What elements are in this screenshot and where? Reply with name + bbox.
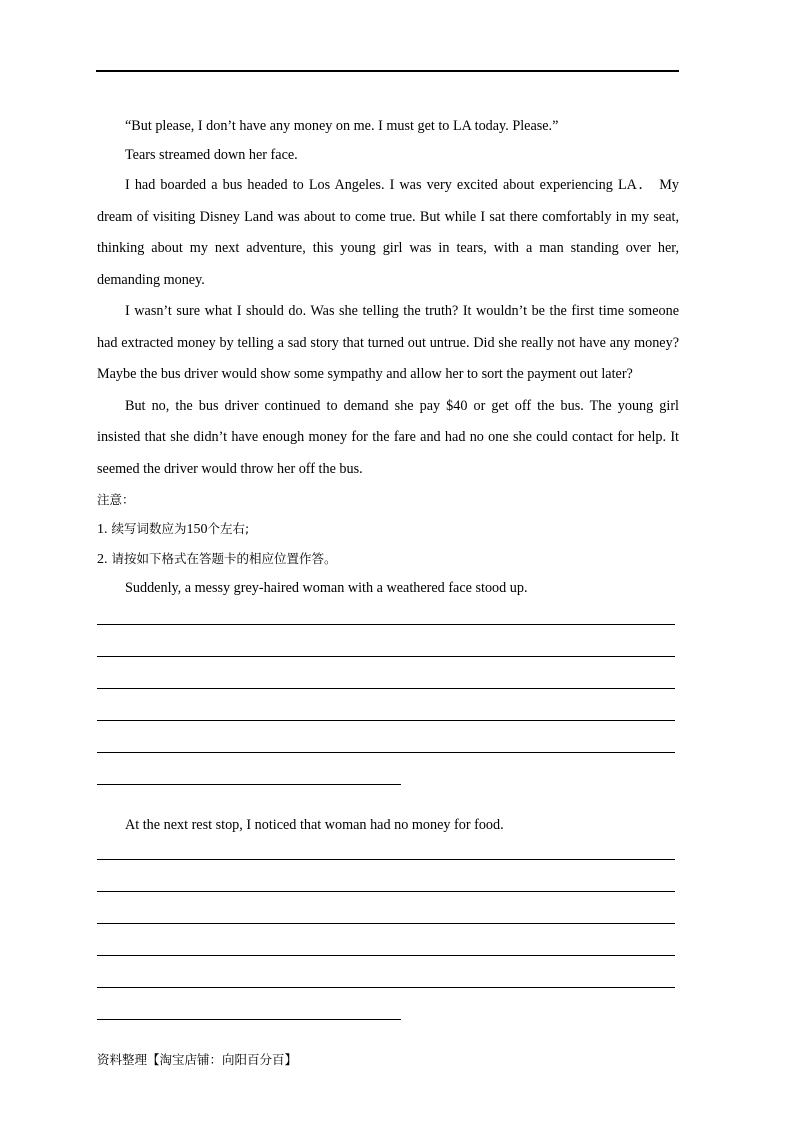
passage-paragraph-1: “But please, I don’t have any money on me. I must get to LA today. Please.” — [125, 118, 559, 134]
writing-line — [97, 656, 675, 657]
writing-line — [97, 624, 675, 625]
notes-item-1-post: 个左右; — [207, 521, 250, 536]
writing-line — [97, 688, 675, 689]
passage-paragraph-3: I had boarded a bus headed to Los Angeles. I was very excited about experiencing LA． My dream of visiting Disney Land was about to come true. But while I sat there comfortably in my seat, thinking about my next adventure, this young girl was in tears, with a man standing over her, demanding money. — [97, 177, 679, 288]
header-rule — [96, 70, 679, 72]
notes-item-1-count: 150 — [186, 522, 208, 537]
notes-item-1-number: 1. — [97, 522, 108, 537]
writing-line — [97, 891, 675, 892]
writing-line — [97, 923, 675, 924]
writing-line — [97, 987, 675, 988]
notes-item-2 — [97, 544, 679, 574]
page-footer: 资料整理【淘宝店铺：向阳百分百】 — [97, 1052, 298, 1067]
passage-paragraph-2: Tears streamed down her face. — [125, 147, 298, 163]
writing-line — [97, 955, 675, 956]
writing-area-2[interactable] — [97, 840, 679, 1040]
writing-line-short — [97, 1019, 401, 1020]
notes-item-2-number: 2. — [97, 552, 108, 567]
writing-area-1[interactable] — [97, 603, 679, 803]
notes-heading: 注意： — [97, 492, 135, 507]
document-body — [97, 112, 679, 1040]
writing-line — [97, 752, 675, 753]
notes-item-2-text: 请按如下格式在答题卡的相应位置作答。 — [111, 551, 337, 566]
writing-line — [97, 720, 675, 721]
passage-paragraph-5: But no, the bus driver continued to demand she pay $40 or get off the bus. The young girl insisted that she didn’t have enough money for the fare and had no one she could contact for help. It seemed the driver would throw her off the bus. — [97, 397, 679, 477]
continuation-prompt-2: At the next rest stop, I noticed that woman had no money for food. — [125, 817, 504, 833]
writing-line-short — [97, 784, 401, 785]
writing-line — [97, 859, 675, 860]
notes-item-1 — [97, 514, 679, 544]
notes-item-1-pre: 续写词数应为 — [111, 521, 187, 536]
passage-paragraph-4: I wasn’t sure what I should do. Was she telling the truth? It wouldn’t be the first time someone had extracted money by telling a sad story that turned out untrue. Did she really not have any money? Maybe the bus driver would show some sympathy and allow her to sort the payment out later? — [97, 303, 679, 382]
continuation-prompt-1: Suddenly, a messy grey-haired woman with a weathered face stood up. — [125, 580, 528, 596]
